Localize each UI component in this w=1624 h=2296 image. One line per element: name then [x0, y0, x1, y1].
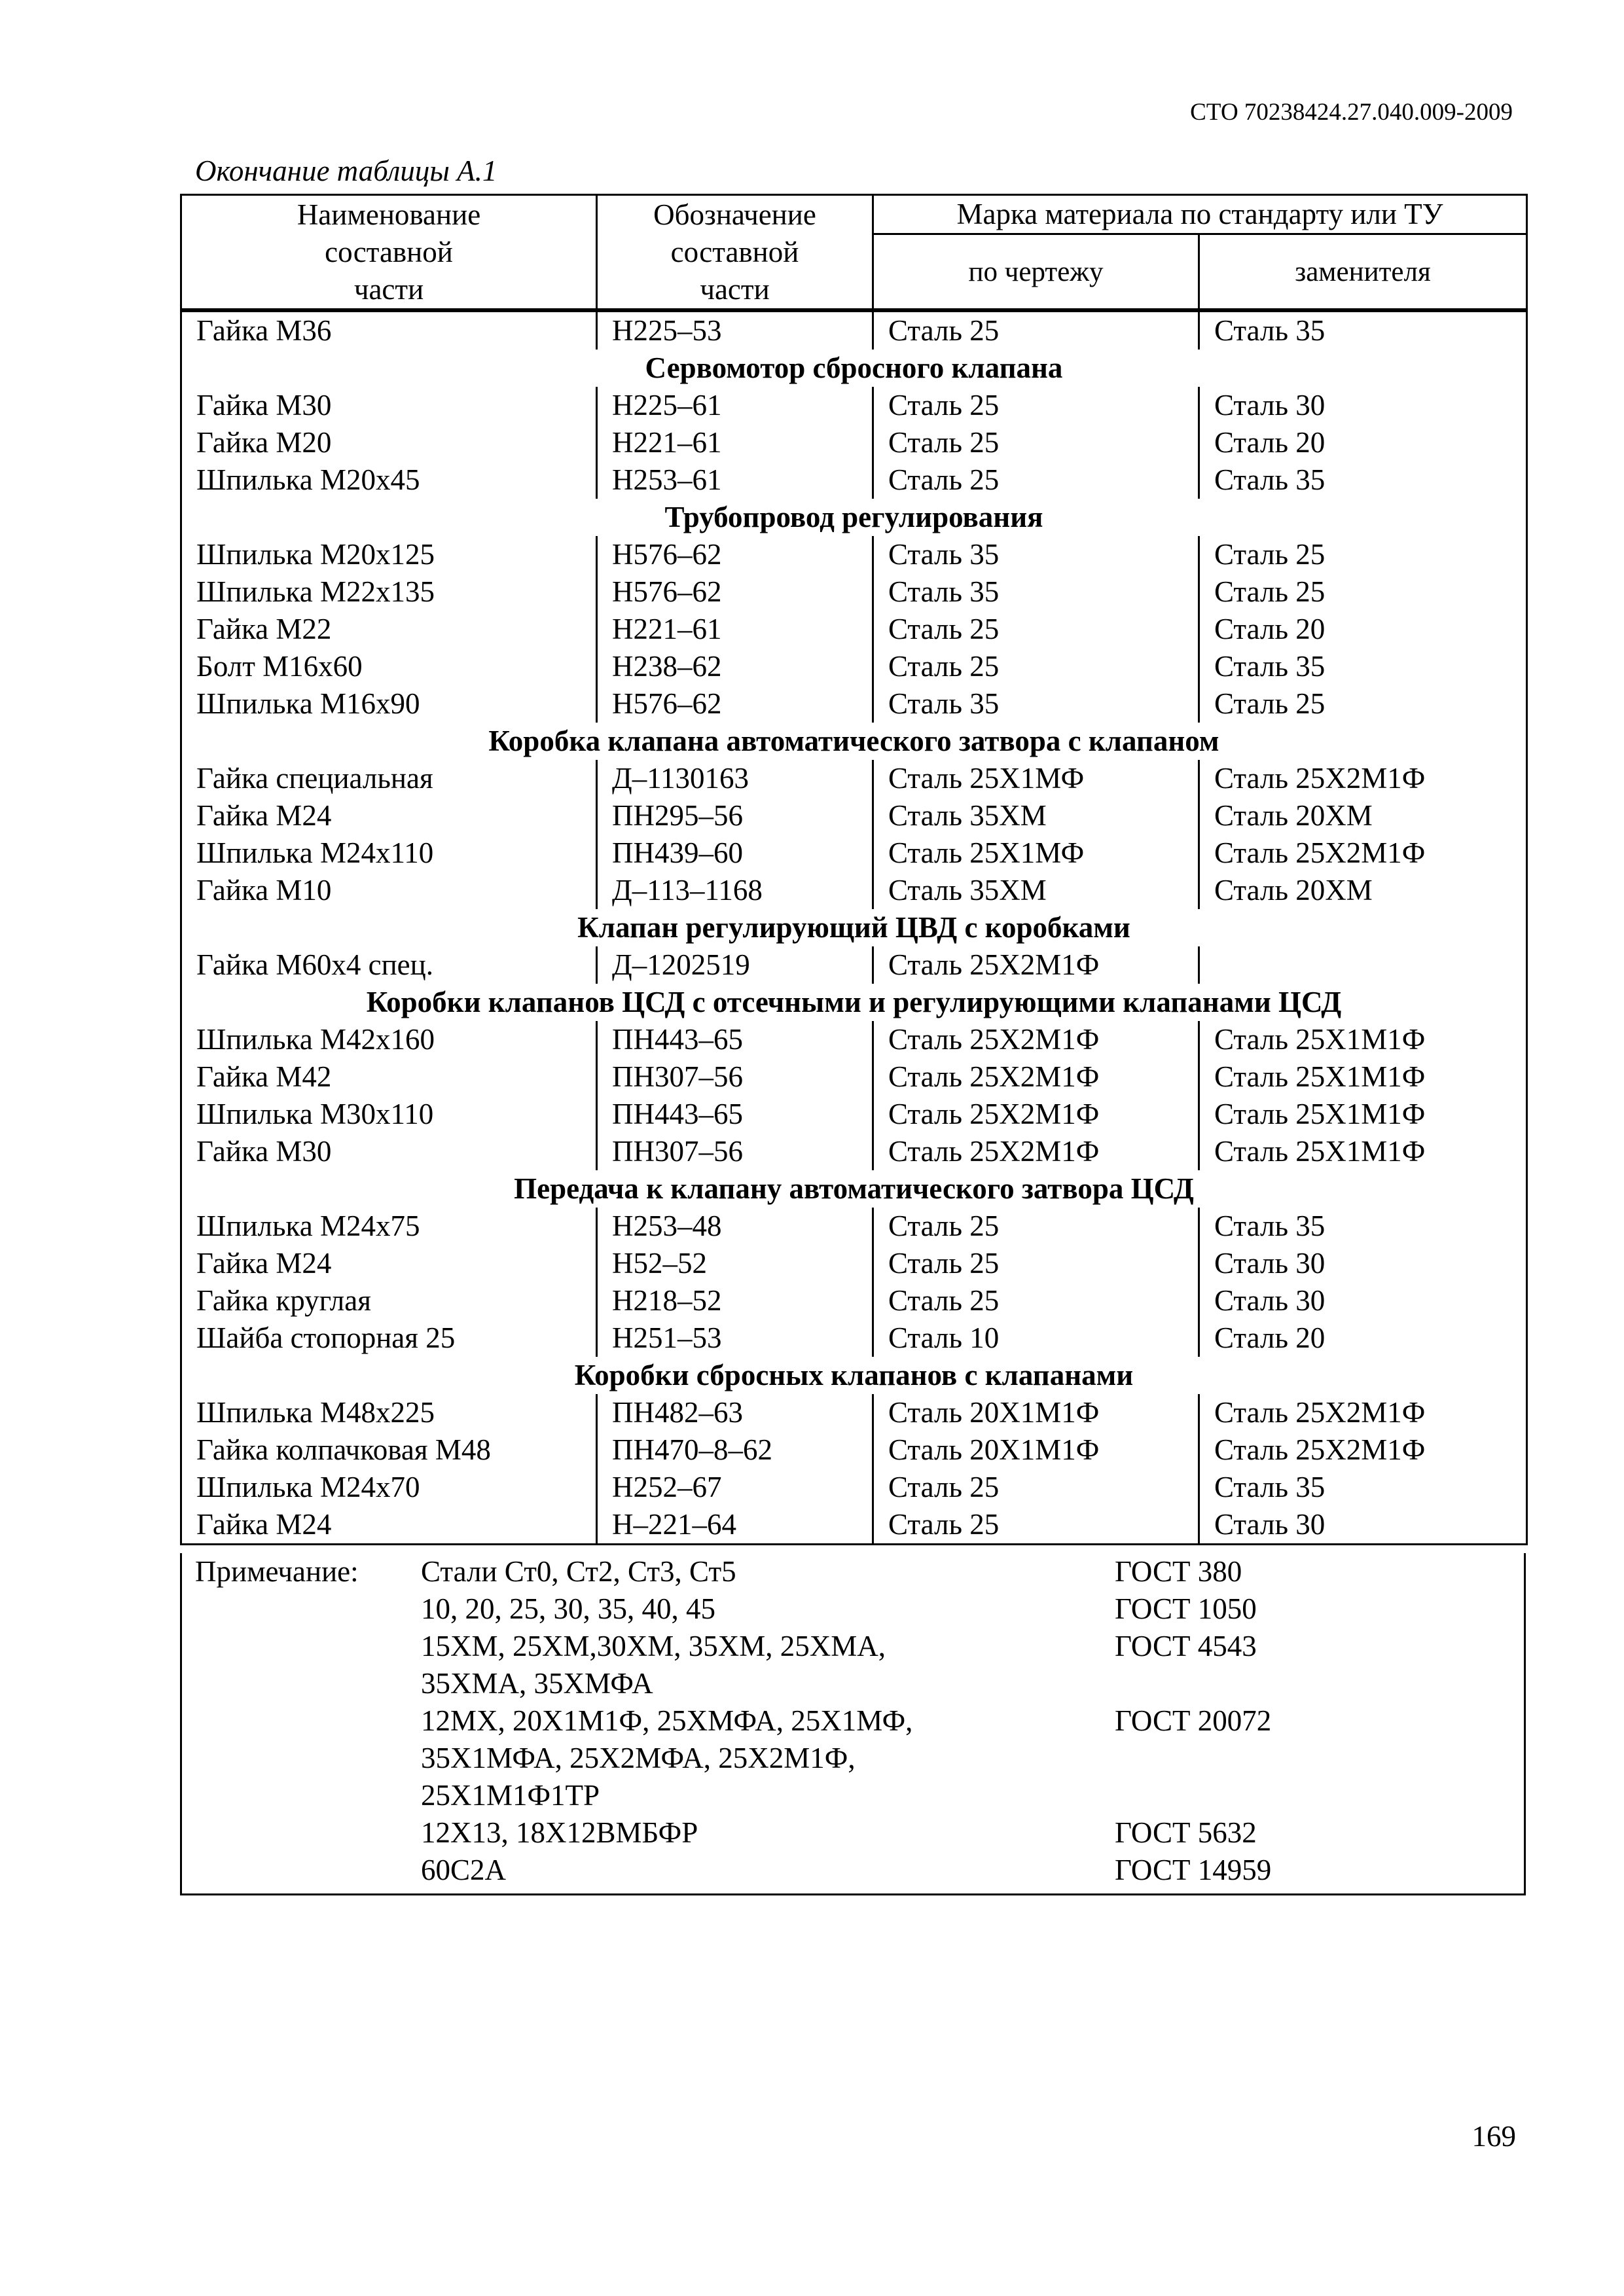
- note-steel-grades: 35ХМА, 35ХМФА: [421, 1667, 653, 1700]
- cell-substitute: Сталь 20ХМ: [1199, 872, 1527, 909]
- section-title: Коробки сбросных клапанов с клапанами: [181, 1357, 1527, 1394]
- note-row: [421, 1553, 1507, 1590]
- note-steel-grades: 15ХМ, 25ХМ,30ХМ, 35ХМ, 25ХМА,: [421, 1630, 886, 1662]
- cell-designation: ПН439–60: [597, 834, 873, 872]
- cell-name: Шпилька М22х135: [181, 573, 597, 611]
- cell-name: Шпилька М24х75: [181, 1208, 597, 1245]
- cell-designation: Н225–53: [597, 312, 873, 350]
- table-row: [181, 1133, 1527, 1170]
- table-row: [181, 1319, 1527, 1357]
- cell-drawing: Сталь 25: [873, 611, 1199, 648]
- cell-name: Гайка М10: [181, 872, 597, 909]
- cell-designation: Д–113–1168: [597, 872, 873, 909]
- table-row: [181, 1431, 1527, 1469]
- note-row: [421, 1628, 1507, 1665]
- table-row: [181, 1096, 1527, 1133]
- table-row: [181, 797, 1527, 834]
- cell-substitute: Сталь 35: [1199, 461, 1527, 499]
- cell-name: Шпилька М20х45: [181, 461, 597, 499]
- cell-designation: Н221–61: [597, 424, 873, 461]
- cell-substitute: Сталь 25Х2М1Ф: [1199, 1431, 1527, 1469]
- cell-designation: Н251–53: [597, 1319, 873, 1357]
- cell-substitute: Сталь 25Х1М1Ф: [1199, 1058, 1527, 1096]
- cell-name: Шпилька М24х110: [181, 834, 597, 872]
- table-row: [181, 834, 1527, 872]
- note-row: [421, 1740, 1507, 1777]
- table-row: [181, 946, 1527, 984]
- cell-drawing: Сталь 25Х1МФ: [873, 760, 1199, 797]
- section-row: [181, 1170, 1527, 1208]
- header-designation-column: [597, 195, 873, 311]
- note-row: [421, 1665, 1507, 1702]
- table-body: [181, 310, 1527, 1545]
- cell-drawing: Сталь 25Х2М1Ф: [873, 1021, 1199, 1058]
- cell-designation: Н252–67: [597, 1469, 873, 1506]
- note-standard: ГОСТ 5632: [1115, 1816, 1257, 1849]
- header-designation-line: Обозначение: [653, 198, 816, 231]
- cell-substitute: Сталь 20: [1199, 1319, 1527, 1357]
- note-standard: ГОСТ 20072: [1115, 1704, 1272, 1737]
- note-row: [421, 1852, 1507, 1889]
- header-substitute-column: заменителя: [1199, 234, 1527, 311]
- table-row: [181, 424, 1527, 461]
- note-steel-grades: Стали Ст0, Ст2, Ст3, Ст5: [421, 1555, 736, 1588]
- cell-substitute: Сталь 30: [1199, 1506, 1527, 1545]
- cell-designation: Н–221–64: [597, 1506, 873, 1545]
- cell-drawing: Сталь 25: [873, 1208, 1199, 1245]
- note-steel-grades: 12МХ, 20Х1М1Ф, 25ХМФА, 25Х1МФ,: [421, 1704, 913, 1737]
- cell-substitute: Сталь 25: [1199, 536, 1527, 573]
- cell-drawing: Сталь 25: [873, 1245, 1199, 1282]
- cell-substitute: Сталь 35: [1199, 1469, 1527, 1506]
- cell-substitute: [1199, 946, 1527, 984]
- cell-name: Болт М16х60: [181, 648, 597, 685]
- cell-designation: ПН482–63: [597, 1394, 873, 1431]
- cell-substitute: Сталь 20: [1199, 611, 1527, 648]
- table-row: [181, 1058, 1527, 1096]
- cell-substitute: Сталь 25: [1199, 573, 1527, 611]
- cell-drawing: Сталь 35: [873, 573, 1199, 611]
- header-designation-line: составной: [670, 235, 799, 268]
- cell-name: Гайка М22: [181, 611, 597, 648]
- table-row: [181, 1394, 1527, 1431]
- note-row: [421, 1777, 1507, 1814]
- cell-drawing: Сталь 35: [873, 536, 1199, 573]
- cell-substitute: Сталь 25: [1199, 685, 1527, 723]
- cell-drawing: Сталь 20Х1М1Ф: [873, 1431, 1199, 1469]
- cell-drawing: Сталь 25Х2М1Ф: [873, 1133, 1199, 1170]
- section-title: Передача к клапану автоматического затвора ЦСД: [181, 1170, 1527, 1208]
- cell-designation: Н576–62: [597, 536, 873, 573]
- section-row: [181, 723, 1527, 760]
- table-row: [181, 1021, 1527, 1058]
- cell-designation: Н576–62: [597, 573, 873, 611]
- table-row: [181, 536, 1527, 573]
- header-name-line: составной: [325, 235, 453, 268]
- table-row: [181, 461, 1527, 499]
- cell-substitute: Сталь 25Х1М1Ф: [1199, 1021, 1527, 1058]
- cell-name: Гайка специальная: [181, 760, 597, 797]
- table-row: [181, 312, 1527, 350]
- cell-drawing: Сталь 20Х1М1Ф: [873, 1394, 1199, 1431]
- note-standard: ГОСТ 380: [1115, 1555, 1242, 1588]
- cell-designation: Д–1202519: [597, 946, 873, 984]
- cell-drawing: Сталь 35ХМ: [873, 797, 1199, 834]
- cell-substitute: Сталь 25Х2М1Ф: [1199, 1394, 1527, 1431]
- cell-drawing: Сталь 25: [873, 1469, 1199, 1506]
- page-number: 169: [1471, 2120, 1516, 2153]
- cell-drawing: Сталь 25: [873, 461, 1199, 499]
- note-standard: [1115, 1740, 1442, 1777]
- cell-drawing: Сталь 35ХМ: [873, 872, 1199, 909]
- table-row: [181, 872, 1527, 909]
- cell-substitute: Сталь 30: [1199, 1245, 1527, 1282]
- table-row: [181, 648, 1527, 685]
- cell-designation: Н253–61: [597, 461, 873, 499]
- note-steel-grades: 35Х1МФА, 25Х2МФА, 25Х2М1Ф,: [421, 1742, 856, 1774]
- note-standard: [1115, 1777, 1442, 1814]
- cell-designation: Н225–61: [597, 387, 873, 424]
- cell-substitute: Сталь 25Х2М1Ф: [1199, 760, 1527, 797]
- cell-name: Гайка М36: [181, 312, 597, 350]
- cell-name: Шпилька М24х70: [181, 1469, 597, 1506]
- cell-designation: Н253–48: [597, 1208, 873, 1245]
- table-row: [181, 573, 1527, 611]
- cell-drawing: Сталь 25Х1МФ: [873, 834, 1199, 872]
- cell-drawing: Сталь 35: [873, 685, 1199, 723]
- note-row: [421, 1590, 1507, 1628]
- note-steel-grades: 12Х13, 18Х12ВМБФР: [421, 1816, 698, 1849]
- note-standard: [1115, 1665, 1442, 1702]
- note-rows: [421, 1553, 1507, 1889]
- cell-drawing: Сталь 25: [873, 387, 1199, 424]
- cell-substitute: Сталь 20: [1199, 424, 1527, 461]
- cell-designation: Н218–52: [597, 1282, 873, 1319]
- cell-drawing: Сталь 25: [873, 1506, 1199, 1545]
- section-title: Сервомотор сбросного клапана: [181, 350, 1527, 387]
- table-row: [181, 1469, 1527, 1506]
- note-standard: ГОСТ 4543: [1115, 1630, 1257, 1662]
- cell-drawing: Сталь 25: [873, 1282, 1199, 1319]
- header-name-column: [181, 195, 597, 311]
- cell-name: Шпилька М42х160: [181, 1021, 597, 1058]
- materials-table: [180, 194, 1528, 1545]
- cell-drawing: Сталь 25: [873, 648, 1199, 685]
- section-row: [181, 499, 1527, 536]
- section-title: Коробка клапана автоматического затвора с клапаном: [181, 723, 1527, 760]
- header-designation-line: части: [700, 272, 770, 306]
- cell-substitute: Сталь 25Х1М1Ф: [1199, 1096, 1527, 1133]
- cell-name: Гайка М60х4 спец.: [181, 946, 597, 984]
- header-name-line: части: [353, 272, 424, 306]
- cell-name: Гайка М24: [181, 797, 597, 834]
- section-row: [181, 909, 1527, 946]
- table-row: [181, 1208, 1527, 1245]
- note-steel-grades: 60С2А: [421, 1854, 507, 1886]
- cell-designation: ПН307–56: [597, 1133, 873, 1170]
- cell-designation: ПН443–65: [597, 1021, 873, 1058]
- cell-designation: ПН295–56: [597, 797, 873, 834]
- note-steel-grades: 10, 20, 25, 30, 35, 40, 45: [421, 1592, 715, 1625]
- cell-name: Гайка круглая: [181, 1282, 597, 1319]
- table-caption: Окончание таблицы А.1: [195, 154, 497, 187]
- table-row: [181, 1282, 1527, 1319]
- section-title: Трубопровод регулирования: [181, 499, 1527, 536]
- cell-substitute: Сталь 25Х1М1Ф: [1199, 1133, 1527, 1170]
- cell-substitute: Сталь 25Х2М1Ф: [1199, 834, 1527, 872]
- table-row: [181, 685, 1527, 723]
- section-row: [181, 350, 1527, 387]
- cell-name: Гайка М24: [181, 1506, 597, 1545]
- note-block: [180, 1553, 1526, 1895]
- header-material-column: Марка материала по стандарту или ТУ: [873, 195, 1527, 234]
- table-row: [181, 611, 1527, 648]
- cell-substitute: Сталь 35: [1199, 1208, 1527, 1245]
- header-drawing-column: по чертежу: [873, 234, 1199, 311]
- cell-name: Шпилька М20х125: [181, 536, 597, 573]
- document-code: СТО 70238424.27.040.009-2009: [1190, 99, 1513, 126]
- cell-designation: Д–1130163: [597, 760, 873, 797]
- cell-designation: ПН443–65: [597, 1096, 873, 1133]
- cell-name: Гайка М24: [181, 1245, 597, 1282]
- cell-name: Гайка М30: [181, 387, 597, 424]
- cell-substitute: Сталь 35: [1199, 312, 1527, 350]
- cell-designation: Н576–62: [597, 685, 873, 723]
- cell-substitute: Сталь 30: [1199, 387, 1527, 424]
- cell-name: Гайка колпачковая М48: [181, 1431, 597, 1469]
- header-name-line: Наименование: [297, 198, 481, 231]
- note-label: Примечание:: [195, 1555, 359, 1588]
- cell-drawing: Сталь 25Х2М1Ф: [873, 1096, 1199, 1133]
- table-row: [181, 1506, 1527, 1545]
- table-row: [181, 760, 1527, 797]
- cell-designation: ПН470–8–62: [597, 1431, 873, 1469]
- note-steel-grades: 25Х1М1Ф1ТР: [421, 1779, 600, 1812]
- cell-drawing: Сталь 25: [873, 312, 1199, 350]
- cell-designation: Н52–52: [597, 1245, 873, 1282]
- note-standard: ГОСТ 14959: [1115, 1854, 1272, 1886]
- cell-name: Шайба стопорная 25: [181, 1319, 597, 1357]
- cell-drawing: Сталь 25: [873, 424, 1199, 461]
- cell-designation: ПН307–56: [597, 1058, 873, 1096]
- cell-substitute: Сталь 20ХМ: [1199, 797, 1527, 834]
- cell-name: Гайка М42: [181, 1058, 597, 1096]
- cell-substitute: Сталь 35: [1199, 648, 1527, 685]
- cell-designation: Н221–61: [597, 611, 873, 648]
- note-row: [421, 1814, 1507, 1852]
- section-row: [181, 984, 1527, 1021]
- cell-drawing: Сталь 25Х2М1Ф: [873, 946, 1199, 984]
- cell-drawing: Сталь 10: [873, 1319, 1199, 1357]
- cell-name: Шпилька М30х110: [181, 1096, 597, 1133]
- cell-name: Шпилька М16х90: [181, 685, 597, 723]
- cell-designation: Н238–62: [597, 648, 873, 685]
- table-row: [181, 1245, 1527, 1282]
- cell-drawing: Сталь 25Х2М1Ф: [873, 1058, 1199, 1096]
- section-row: [181, 1357, 1527, 1394]
- section-title: Коробки клапанов ЦСД с отсечными и регулирующими клапанами ЦСД: [181, 984, 1527, 1021]
- cell-substitute: Сталь 30: [1199, 1282, 1527, 1319]
- cell-name: Гайка М30: [181, 1133, 597, 1170]
- table-row: [181, 387, 1527, 424]
- note-standard: ГОСТ 1050: [1115, 1592, 1257, 1625]
- section-title: Клапан регулирующий ЦВД с коробками: [181, 909, 1527, 946]
- note-row: [421, 1702, 1507, 1740]
- cell-name: Шпилька М48х225: [181, 1394, 597, 1431]
- cell-name: Гайка М20: [181, 424, 597, 461]
